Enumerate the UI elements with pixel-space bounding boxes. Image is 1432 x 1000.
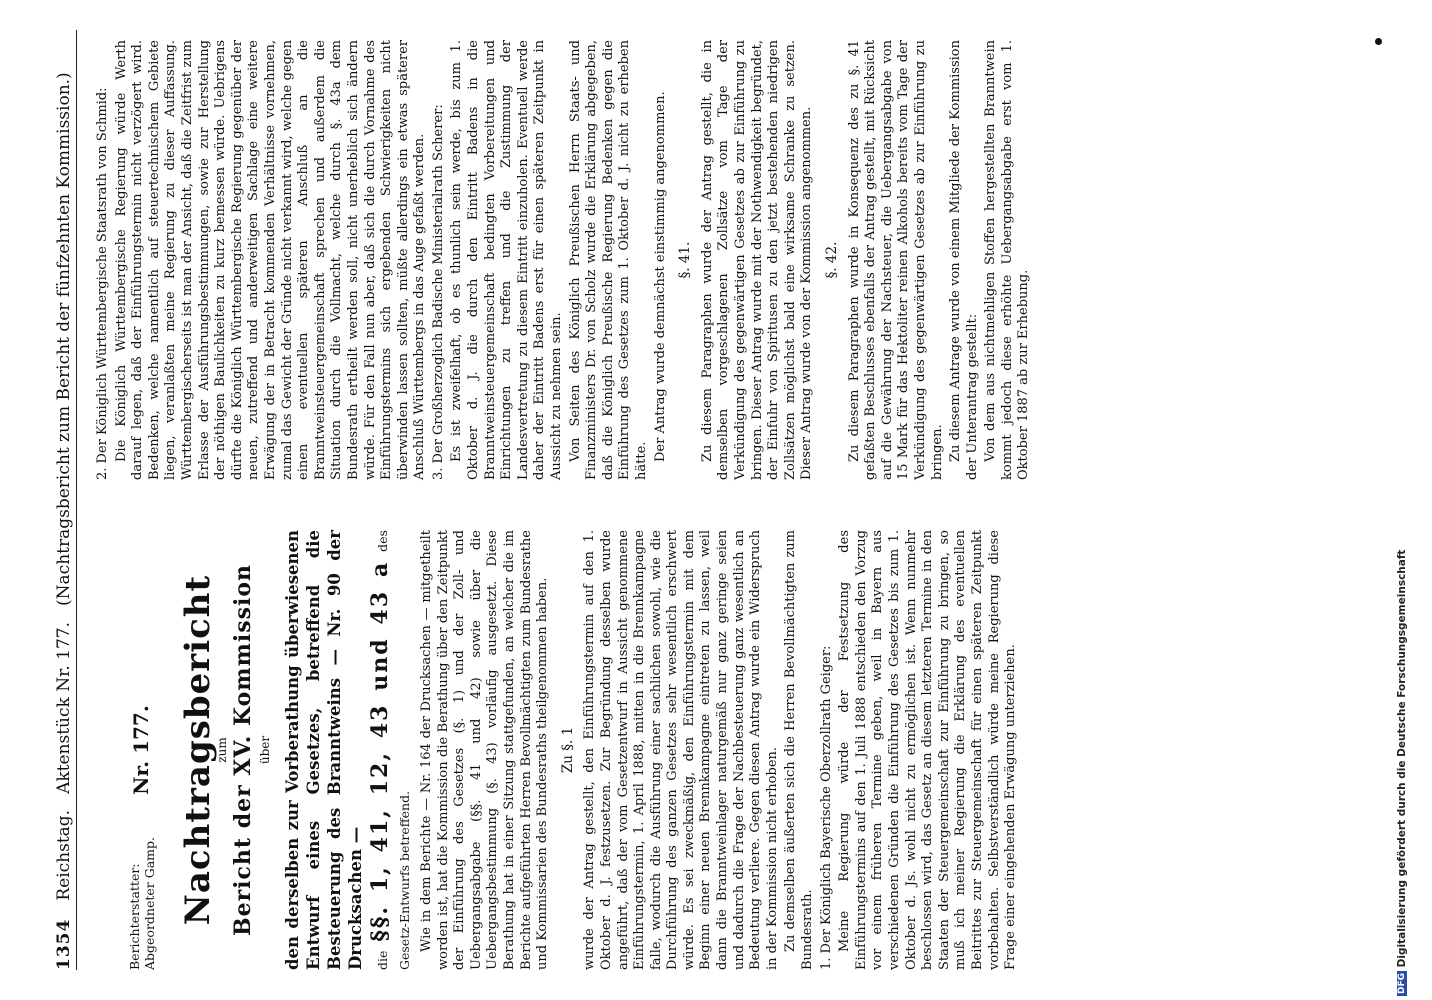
document-number: Nr. 177. xyxy=(129,705,153,795)
section-heading-1: Zu §. 1 xyxy=(559,726,576,774)
scan-mark xyxy=(1375,38,1382,45)
section-1-text-2: Zu demselben äußerten sich die Herren Bevollmächtigten zum Bundesrath. xyxy=(783,530,816,970)
item-3-label: 3. Der Großherzoglich Badische Ministerialrath Scherer: xyxy=(430,104,446,480)
intro-paragraph: Wie in dem Berichte — Nr. 164 der Drucksachen — mitgetheilt worden ist, hat die Kommission die Berathung über den Zeitpunkt der Einführung des Gesetzes (§. 1) und der Zoll- und Uebergangsabgabe (§§. 41 und 42) sowie über die Uebergangsbestimmung (§. 43) vorläufig ausgesetzt. Diese Berathung hat in einer Sitzung stattgefunden, an welcher die im Berichte aufgeführten Herren Bevollmächtigten zum Bundesrathe und Kommissarien des Bundesraths theilgenommen haben. xyxy=(418,530,551,970)
rapporteur-name: Abgeordneter Gamp. xyxy=(142,836,157,970)
paragraphs-list: §§. 1, 41, 12, 43 und 43 a xyxy=(366,560,393,942)
header-subtitle: (Nachtragsbericht zum Bericht der fünfzehnten Kommission.) xyxy=(54,72,74,606)
section-42-text-2: Zu diesem Antrage wurde von einem Mitgliede der Kommission der Unterantrag gestellt: xyxy=(948,40,980,480)
digitization-credit xyxy=(1394,0,1422,1000)
item-2-label: 2. Der Königlich Württembergische Staatsrath von Schmid: xyxy=(95,87,110,480)
paragraphs-suffix: des Gesetz-Entwurfs betreffend. xyxy=(374,530,412,970)
credit-label: Digitalisierung gefördert durch die Deutsche Forschungsgemeinschaft xyxy=(1396,549,1408,968)
paragraphs-line xyxy=(366,530,415,970)
section-1-text: wurde der Antrag gestellt, den Einführungstermin auf den 1. Oktober d. J. festzusetzen. Zur Begründung desselben wurde angeführt, daß der vom Gesetzentwurf in Aussicht genommene Einführungstermin, 1. April 1888, mitten in die Brennkampagne falle, wodurch die Ausführung einer sachlichen sowohl, wie die Durchführung des ganzen Gesetzes sehr wesentlich erschwert würde. Es sei zweckmäßig, den Einführungstermin mit dem Beginn einer neuen Brennkampagne eintreten zu lassen, weil dann die Branntweinlager naturgemäß nur ganz geringe seien und dadurch die Frage der Nachbesteuerung ganz wesentlich an Bedeutung verliere. Gegen diesen Antrag wurde ein Widerspruch in der Kommission nicht erhoben. xyxy=(582,530,780,970)
ueber-label: über xyxy=(258,735,273,765)
page-header xyxy=(44,30,77,970)
left-column xyxy=(95,530,1022,970)
item-1-text: Meine Regierung würde der Festsetzung des Einführungstermins auf den 1. Juli 1888 entschieden den Vorzug vor einem früheren Termine geben, weil in Bayern aus verschiedenen Gründen die Einführung des Gesetzes bis zum 1. Oktober d. Js. wohl nicht zu ermöglichen ist. Wenn nunmehr beschlossen wird, das Gesetz an diesem letzteren Termine in den Staaten der Steuergemeinschaft zur Einführung zu bringen, so muß ich meiner Regierung die Erklärung des eventuellen Beitrittes zur Steuergemeinschaft für einen späteren Zeitpunkt vorbehalten. Selbstverständlich würde meine Regierung diese Frage einer eingehenden Erwägung unterziehen. xyxy=(837,530,1019,970)
item-2-text: Die Königlich Württembergische Regierung würde Werth darauf legen, daß der Einführungstermin nicht verzögert wird. Bedenken, welche namentlich auf steuertechnischem Gebiete liegen, veranlaßten meine Regierung zu dieser Auffassung. Württembergischerseits ist man der Ansicht, daß die Zeitfrist zum Erlasse der Ausführungsbestimmungen, sowie zur Herstellung der nöthigen Baulichkeiten zu kurz bemessen würde. Uebrigens dürfte die Königlich Württembergische Regierung gegenüber der neuen, zutreffend und anderweitigen Sachlage eine weitere Erwägung der in Betracht kommenden Verhältnisse vornehmen, zumal das Gewicht der Gründe nicht verkannt wird, welche gegen einen eventuellen späteren Anschluß an die Branntweinsteuergemeinschaft sprechen und außerdem die Situation durch die Vollmacht, welche durch §. 43a dem Bundesrath ertheilt werden soll, nicht unerheblich sich ändern würde. Für den Fall nun aber, daß sich die durch Vornahme des Einführungstermins sich ergebenden Schwierigkeiten nicht überwinden lassen sollten, müßte allerdings ein etwas späterer Anschluß Württembergs in das Auge gefaßt werden. xyxy=(113,40,428,480)
document-title: Nachtragsbericht xyxy=(177,574,218,926)
header-reichstag: Reichstag. xyxy=(54,809,74,901)
adopted-statement: Der Antrag wurde demnächst einstimmig angenommen. xyxy=(652,91,668,462)
section-heading-42: §. 42. xyxy=(823,241,840,279)
right-column xyxy=(95,40,1035,480)
page-number: 1354 xyxy=(54,918,74,970)
dfg-logo: DFG xyxy=(1397,972,1407,994)
section-41-text: Zu diesem Paragraphen wurde der Antrag gestellt, die in demselben vorgeschlagenen Zollsätze vom Tage der Verkündigung des gegenwärtigen Gesetzes ab zur Einführung zu bringen. Dieser Antrag wurde mit der Nothwendigkeit begründet, der Einfuhr von Spiritusen zu den jetzt bestehenden niedrigen Zollsätzen möglichst bald eine wirksame Schranke zu setzen. Dieser Antrag wurde von der Kommission angenommen. xyxy=(699,40,815,480)
credit-text xyxy=(1396,8,1408,998)
section-heading-41: §. 41. xyxy=(677,241,694,279)
rapporteur-label: Berichterstatter: xyxy=(127,863,142,970)
prussia-statement: Von Seiten des Königlich Preußischen Herrn Staats- und Finanzministers Dr. von Scholz wurde die Erklärung abgegeben, daß die Königlich Preußische Regierung Bedenken gegen die Einführung des Gesetzes zum 1. Oktober d. J. nicht zu erheben hätte. xyxy=(567,40,649,480)
subject-text: den derselben zur Vorberathung überwiesenen Entwurf eines Gesetzes, betreffend die Besteuerung des Branntweins — Nr. 90 der Drucksachen — xyxy=(282,530,365,970)
zum-label: zum xyxy=(215,737,230,763)
report-title: Bericht der XV. Kommission xyxy=(229,563,256,937)
die-label: die xyxy=(374,950,390,970)
section-42-text-3: Von dem aus nichtmehligen Stoffen hergestellten Branntwein kommt jedoch diese erhöhte Uebergangsabgabe erst vom 1. Oktober 1887 ab zur Erhebung. xyxy=(983,40,1032,480)
section-42-text: Zu diesem Paragraphen wurde in Konsequenz des zu §. 41 gefaßten Beschlusses ebenfalls der Antrag gestellt, mit Rücksicht auf die Gewährung der Nachsteuer, die Uebergangsabgabe von 15 Mark für das Hektoliter reinen Alkohols bereits vom Tage der Verkündigung des gegenwärtigen Gesetzes ab zur Einführung zu bringen. xyxy=(846,40,945,480)
header-aktenstueck: Aktenstück Nr. 177. xyxy=(54,621,74,794)
item-3-text: Es ist zweifelhaft, ob es thunlich sein werde, bis zum 1. Oktober d. J. die durch den Eintritt Badens in die Branntweinsteuergemeinschaft bedingten Vorbereitungen und Einrichtungen zu treffen und die Zustimmung der Landesvertretung zu diesem Eintritt einzuholen. Eventuell werde daher der Eintritt Badens erst für einen späteren Zeitpunkt in Aussicht zu nehmen sein. xyxy=(449,40,565,480)
item-1-label: 1. Der Königlich Bayerische Oberzollrath Geiger: xyxy=(818,645,834,970)
